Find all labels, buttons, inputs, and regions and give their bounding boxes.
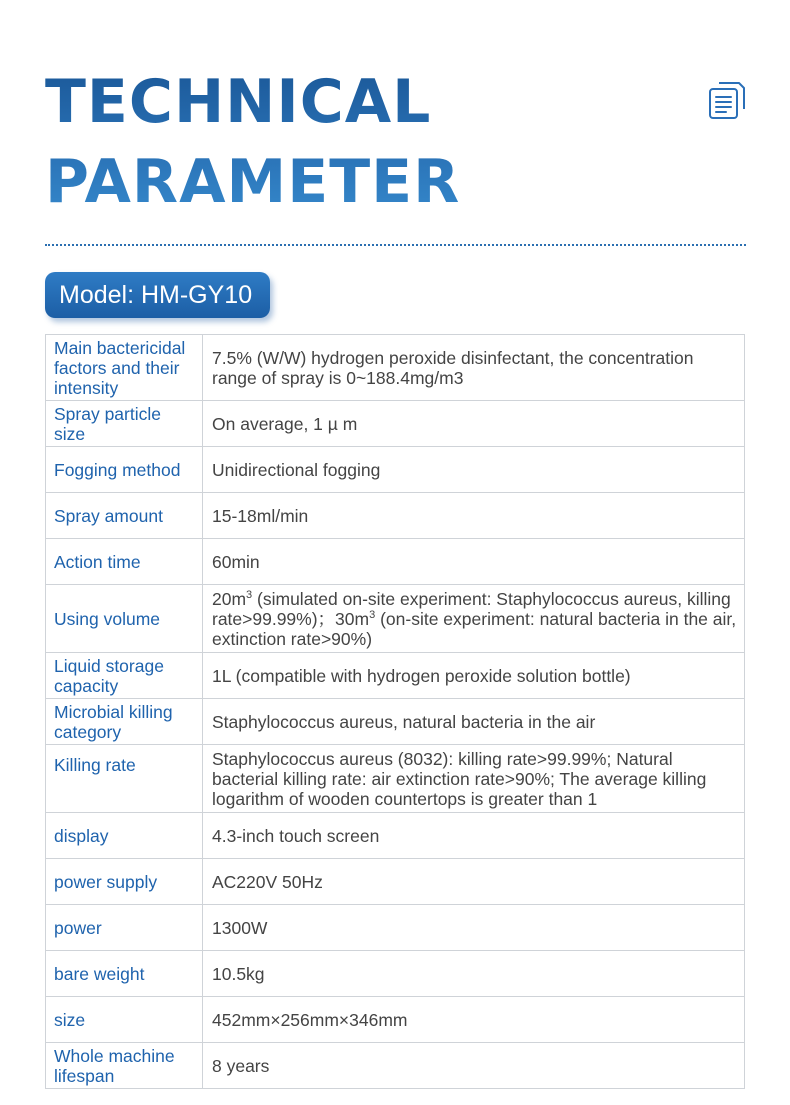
spec-value: On average, 1 µ m: [203, 401, 745, 447]
document-icon: [708, 80, 746, 120]
table-row: [46, 585, 745, 653]
spec-label: Liquid storage capacity: [46, 653, 203, 699]
spec-value: 7.5% (W/W) hydrogen peroxide disinfectant, the concentration range of spray is 0~188.4mg/m3: [203, 335, 745, 401]
table-row: [46, 745, 745, 813]
value-part: (on-site experiment: natural bacteria in the air, extinction rate>90%): [212, 608, 737, 649]
spec-value: Staphylococcus aureus (8032): killing rate>99.99%; Natural bacterial killing rate: air extinction rate>90%; The average killing logarithm of wooden countertops is greater than 1: [203, 745, 745, 813]
superscript: 3: [369, 608, 376, 621]
value-part: 20m: [212, 588, 247, 609]
spec-value: Unidirectional fogging: [203, 447, 745, 493]
table-row: [46, 335, 745, 401]
spec-value: AC220V 50Hz: [203, 859, 745, 905]
spec-label: display: [46, 813, 203, 859]
table-row: [46, 951, 745, 997]
spec-label: Whole machine lifespan: [46, 1043, 203, 1089]
spec-value: 15-18ml/min: [203, 493, 745, 539]
table-row: [46, 699, 745, 745]
value-part: (simulated on-site experiment: Staphylococcus aureus, killing rate>99.99%)；30m: [212, 588, 731, 629]
table-row: [46, 997, 745, 1043]
table-row: [46, 1043, 745, 1089]
table-row: [46, 905, 745, 951]
spec-label: power supply: [46, 859, 203, 905]
table-row: [46, 653, 745, 699]
spec-label: power: [46, 905, 203, 951]
page-title: [45, 62, 460, 222]
spec-label: Spray amount: [46, 493, 203, 539]
table-row: [46, 493, 745, 539]
spec-value: 1L (compatible with hydrogen peroxide solution bottle): [203, 653, 745, 699]
spec-label: Main bactericidal factors and their intensity: [46, 335, 203, 401]
spec-label: Fogging method: [46, 447, 203, 493]
table-row: [46, 859, 745, 905]
spec-label: Microbial killing category: [46, 699, 203, 745]
dotted-divider: [45, 244, 746, 246]
spec-value: Staphylococcus aureus, natural bacteria in the air: [203, 699, 745, 745]
table-row: [46, 539, 745, 585]
model-badge: Model: HM-GY10: [45, 272, 270, 318]
table-row: [46, 401, 745, 447]
spec-label: Action time: [46, 539, 203, 585]
spec-table: [45, 334, 745, 1089]
spec-label: Spray particle size: [46, 401, 203, 447]
superscript: 3: [246, 588, 253, 601]
spec-label: bare weight: [46, 951, 203, 997]
spec-value: 452mm×256mm×346mm: [203, 997, 745, 1043]
spec-value: 10.5kg: [203, 951, 745, 997]
table-row: [46, 447, 745, 493]
table-row: [46, 813, 745, 859]
spec-value: 8 years: [203, 1043, 745, 1089]
spec-value: 4.3-inch touch screen: [203, 813, 745, 859]
spec-value: [203, 585, 745, 653]
spec-label: Killing rate: [46, 745, 203, 813]
page-title-line-2: PARAMETER: [45, 147, 461, 217]
spec-label: size: [46, 997, 203, 1043]
spec-label: Using volume: [46, 585, 203, 653]
page-title-line-1: TECHNICAL: [45, 67, 432, 137]
spec-value: 60min: [203, 539, 745, 585]
spec-value: 1300W: [203, 905, 745, 951]
